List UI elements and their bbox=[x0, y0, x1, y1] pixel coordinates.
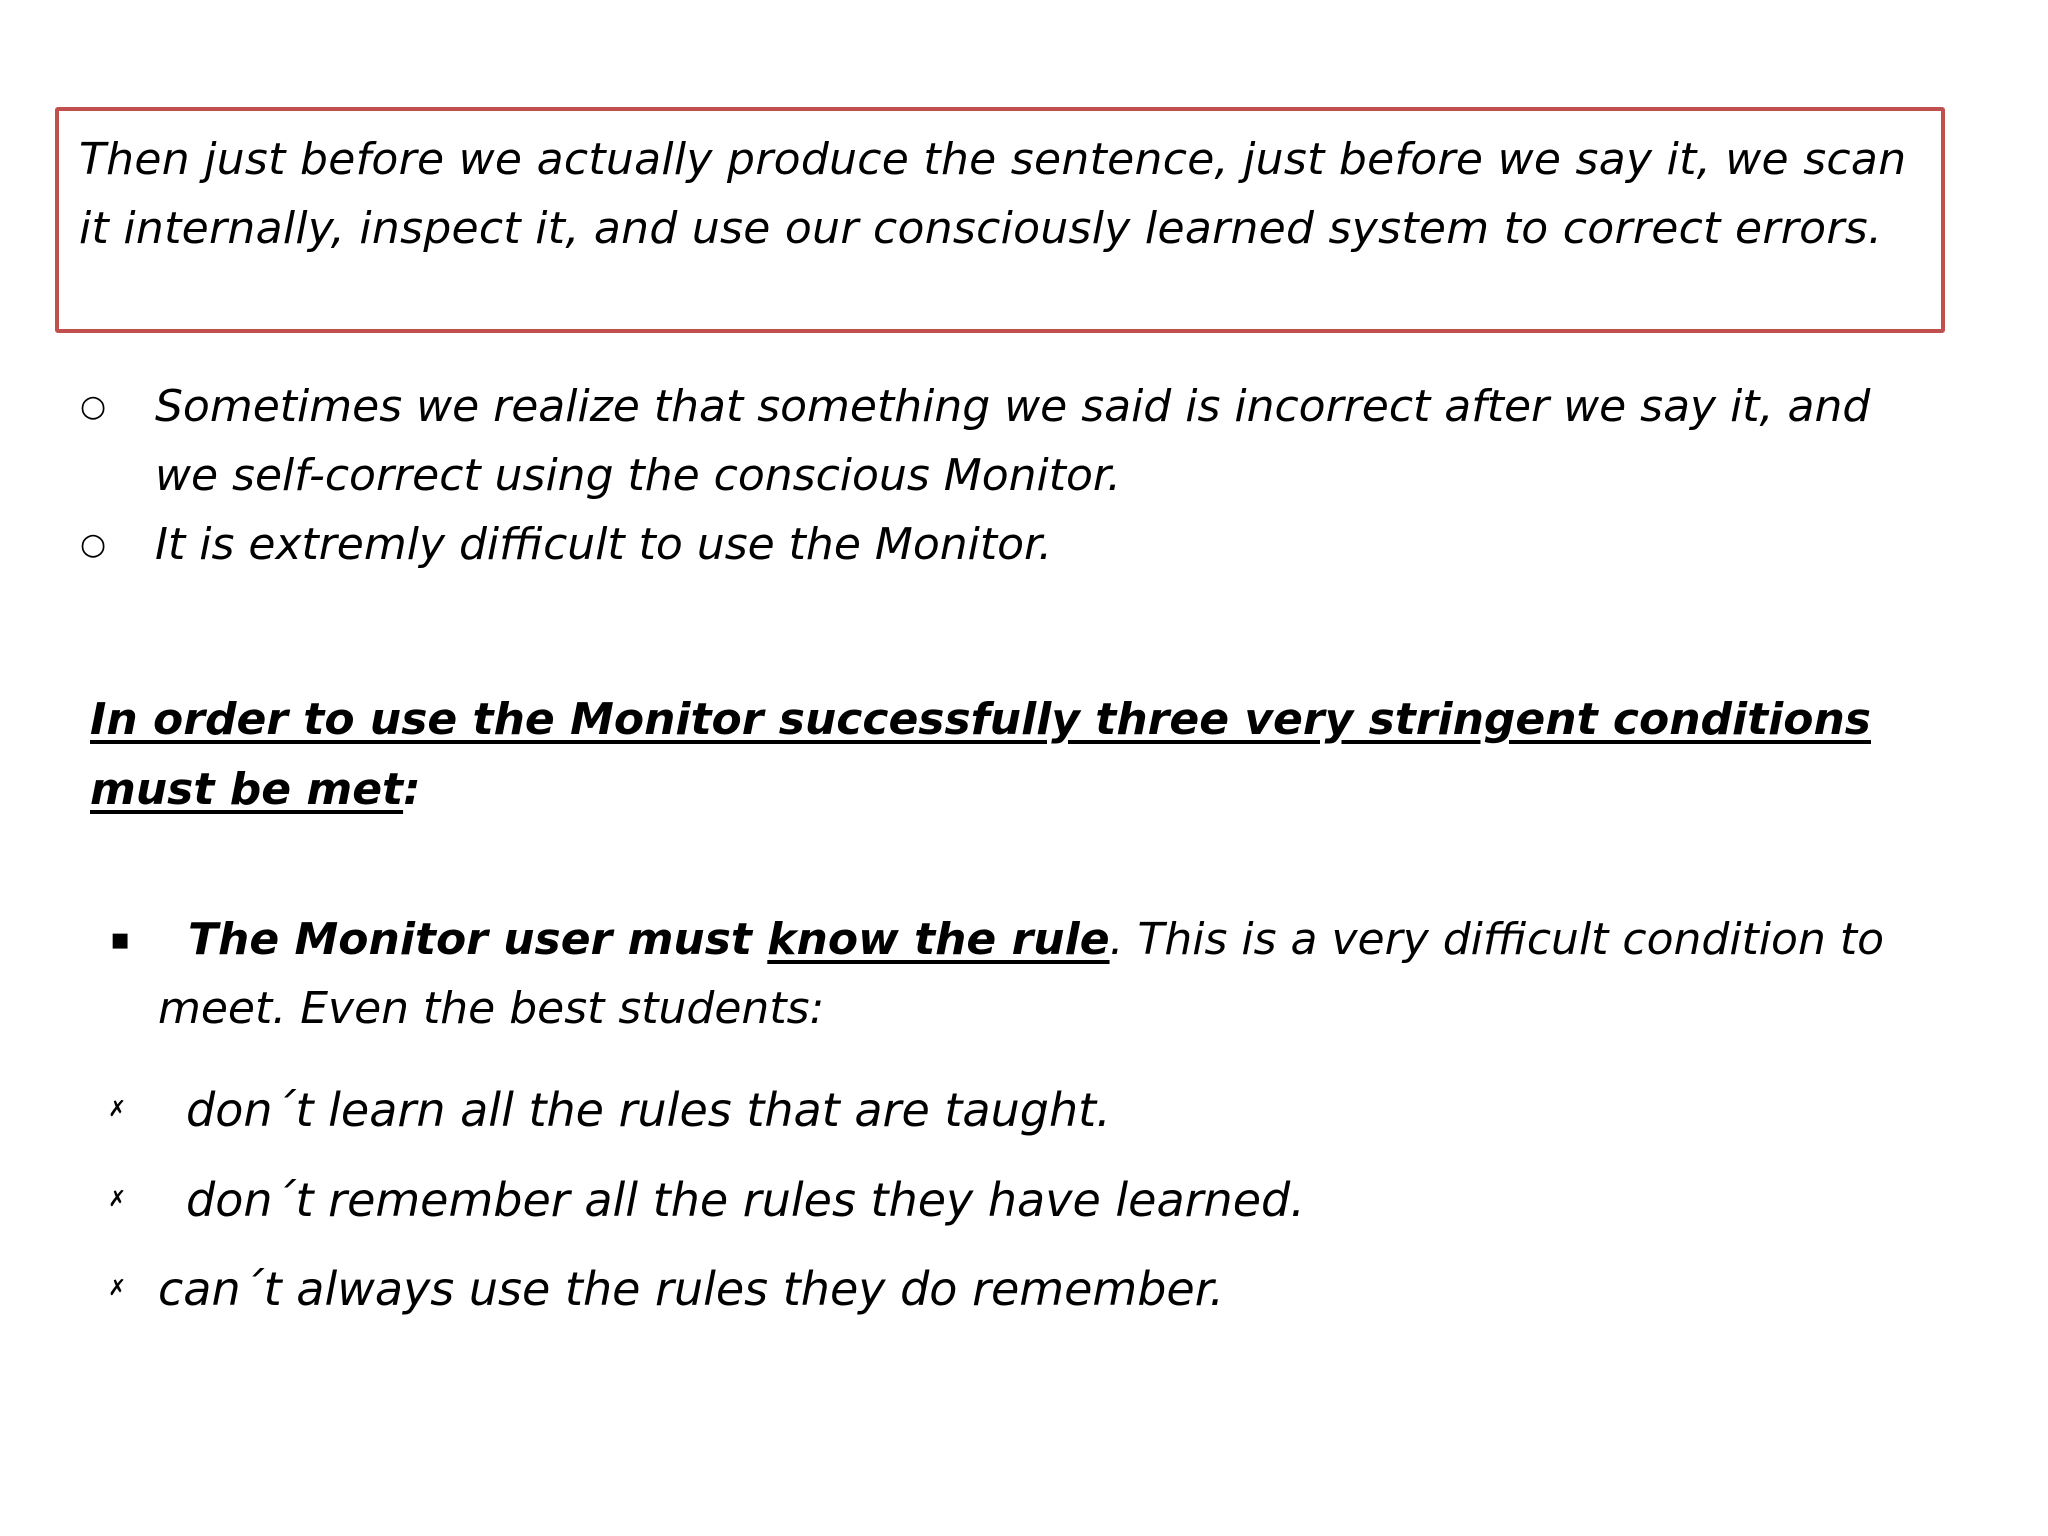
cross-mark-icon: ✗ bbox=[108, 1276, 127, 1301]
circle-bullet-icon: ○ bbox=[80, 389, 107, 424]
section-heading-colon: : bbox=[403, 764, 421, 815]
list-item-text: Sometimes we realize that something we said is incorrect after we say it, and we self-correct using the conscious Monitor. bbox=[155, 381, 1871, 501]
condition-key-phrase: know the rule bbox=[767, 914, 1110, 965]
list-item-text: It is extremly difficult to use the Monitor. bbox=[155, 519, 1053, 570]
circle-bullet-icon: ○ bbox=[80, 527, 107, 562]
square-bullet-icon: ▪ bbox=[110, 922, 131, 957]
list-item bbox=[0, 372, 1885, 510]
cross-mark-icon: ✗ bbox=[108, 1097, 127, 1122]
sub-list-item bbox=[108, 1170, 1305, 1230]
sub-list-item bbox=[108, 1080, 1111, 1140]
circle-bullet-list bbox=[0, 372, 2048, 579]
highlighted-quote-text: Then just before we actually produce the sentence, just before we say it, we scan it internally, inspect it, and use our consciously learned system to correct errors. bbox=[79, 134, 1907, 254]
condition-rest: . This is a very difficult condition to meet. Even the best students: bbox=[158, 914, 1884, 1034]
condition-item bbox=[110, 905, 1930, 1043]
cross-mark-icon: ✗ bbox=[108, 1187, 127, 1212]
condition-bold-prefix: The Monitor user must bbox=[188, 914, 768, 965]
list-item bbox=[0, 510, 1885, 579]
sub-list-item-text: don´t remember all the rules they have learned. bbox=[186, 1173, 1305, 1227]
sub-list-item bbox=[108, 1259, 1224, 1319]
sub-list-item-text: don´t learn all the rules that are taught. bbox=[186, 1083, 1111, 1137]
sub-list-item-text: can´t always use the rules they do remember. bbox=[158, 1262, 1225, 1316]
highlighted-quote-box bbox=[55, 107, 1945, 333]
condition-text bbox=[110, 905, 1930, 1043]
section-heading-text: In order to use the Monitor successfully three very stringent conditions must be met bbox=[90, 694, 1871, 815]
section-heading bbox=[90, 685, 1950, 825]
